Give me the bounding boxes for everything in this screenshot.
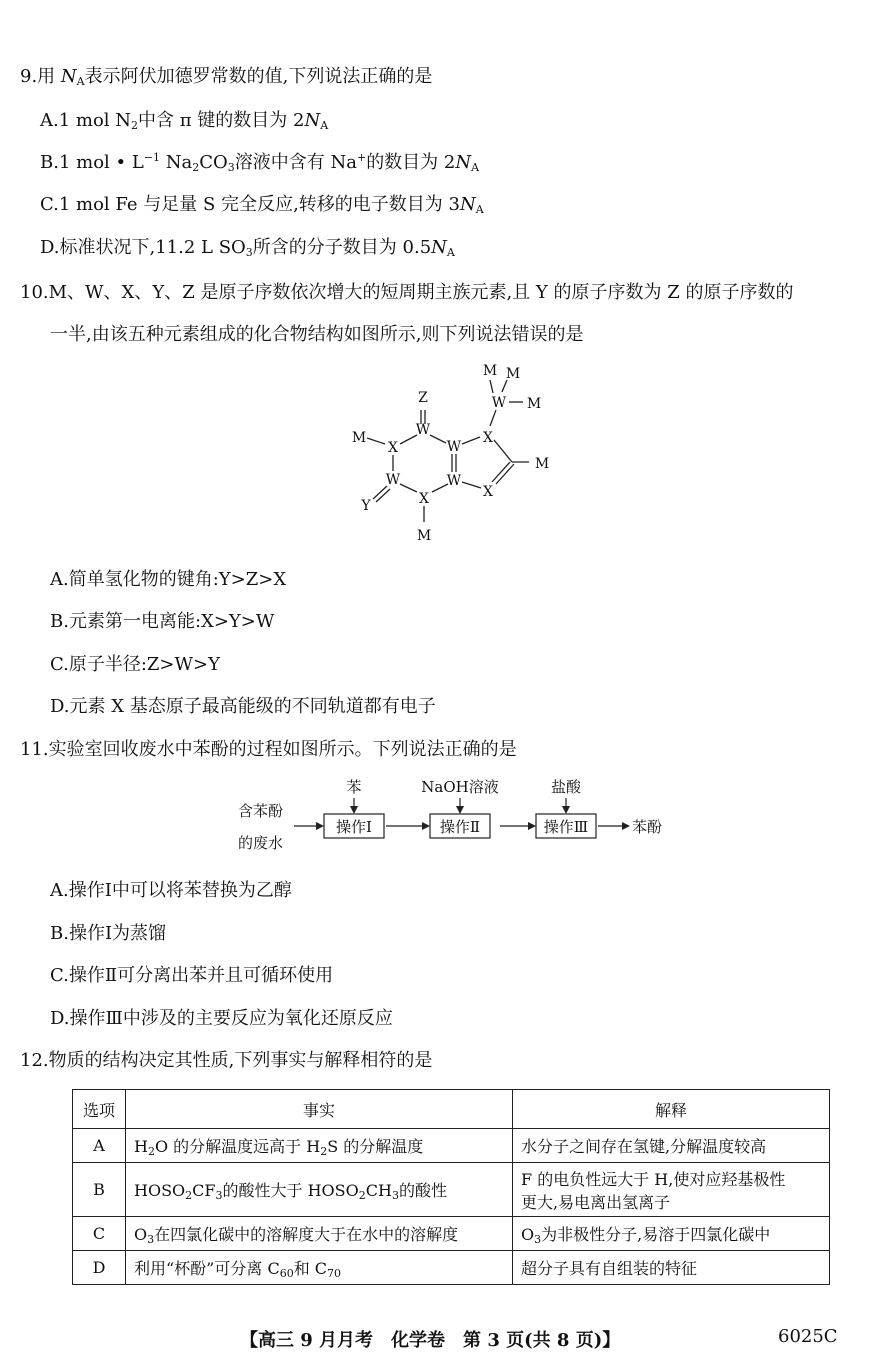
q9-option-b: B.1 mol • $L^{-1}$ $Na_2CO_3$溶液中含有 Na+的数目为 $2N_A$ [40, 151, 480, 174]
flow-reagent-benzene: 苯 [346, 778, 362, 796]
atom-m: M [505, 366, 521, 382]
flow-reagent-hcl: 盐酸 [550, 778, 582, 796]
row-fact: 利用“杯酚”可分离 $C_{60}$和 $C_{70}$ [126, 1251, 513, 1285]
q10-stem-line2: 一半,由该五种元素组成的化合物结构如图所示,则下列说法错误的是 [50, 324, 584, 345]
q11-option-c: C.操作Ⅱ可分离出苯并且可循环使用 [50, 965, 334, 986]
q10-option-c: C.原子半径:Z>W>Y [50, 654, 220, 675]
atom-m: M [526, 396, 542, 412]
row-option: A [73, 1129, 126, 1163]
atom-w: W [491, 395, 507, 411]
atom-m: M [351, 430, 367, 446]
row-option: B [73, 1163, 126, 1217]
q9-option-a: A.1 mol $N_2$中含 π 键的数目为 $2N_A$ [40, 110, 329, 132]
q12-table [72, 1089, 830, 1285]
table-header-row [73, 1090, 830, 1129]
q10-stem-line1: 10.M、W、X、Y、Z 是原子序数依次增大的短周期主族元素,且 Y 的原子序数为 Z 的原子序数的 [20, 282, 794, 303]
atom-x: X [388, 440, 398, 456]
row-option: C [73, 1217, 126, 1251]
q11-option-d: D.操作Ⅲ中涉及的主要反应为氧化还原反应 [50, 1008, 393, 1029]
atom-z: Z [418, 390, 428, 406]
atom-x: X [419, 491, 429, 507]
page-footer: 【高三 9 月月考 化学卷 第 3 页(共 8 页)】 [240, 1330, 621, 1351]
row-explanation: 超分子具有自组装的特征 [513, 1251, 830, 1285]
q10-option-a: A.简单氢化物的键角:Y>Z>X [50, 569, 287, 590]
atom-w: W [415, 422, 431, 438]
atom-m: M [416, 528, 432, 544]
q9-stem: 9.用 $N_A$表示阿伏加德罗常数的值,下列说法正确的是 [20, 66, 433, 88]
q11-stem: 11.实验室回收废水中苯酚的过程如图所示。下列说法正确的是 [20, 739, 517, 760]
atom-w: W [446, 473, 462, 489]
q12-stem: 12.物质的结构决定其性质,下列事实与解释相符的是 [20, 1050, 433, 1071]
q11-option-b: B.操作Ⅰ为蒸馏 [50, 923, 167, 944]
flow-op1: 操作Ⅰ [336, 818, 372, 836]
row-option: D [73, 1251, 126, 1285]
row-fact: $H_2O$ 的分解温度远高于 $H_2S$ 的分解温度 [126, 1129, 513, 1163]
row-explanation: F 的电负性远大于 H,使对应羟基极性 更大,易电离出氢离子 [513, 1163, 830, 1217]
q9-option-d: D.标准状况下,11.2 L $SO_3$所含的分子数目为 $0.5N_A$ [40, 237, 455, 259]
q10-structure-diagram [340, 358, 570, 550]
atom-w: W [446, 439, 462, 455]
atom-y: Y [361, 498, 371, 514]
q11-flow-diagram [230, 772, 680, 856]
col-header-explanation: 解释 [513, 1090, 830, 1129]
q10-option-d: D.元素 X 基态原子最高能级的不同轨道都有电子 [50, 696, 436, 717]
atom-x: X [483, 484, 493, 500]
flow-op3: 操作Ⅲ [543, 818, 589, 836]
row-explanation: $O_3$为非极性分子,易溶于四氯化碳中 [513, 1217, 830, 1251]
atom-m: M [534, 456, 550, 472]
atom-w: W [385, 472, 401, 488]
q10-option-b: B.元素第一电离能:X>Y>W [50, 611, 275, 632]
col-header-fact: 事实 [126, 1090, 513, 1129]
table-row [73, 1251, 830, 1285]
flow-end: 苯酚 [632, 818, 663, 836]
flow-op2: 操作Ⅱ [439, 818, 481, 836]
table-row [73, 1217, 830, 1251]
table-row [73, 1129, 830, 1163]
row-fact: $HOSO_2CF_3$的酸性大于 $HOSO_2CH_3$的酸性 [126, 1163, 513, 1217]
paper-code: 6025C [778, 1326, 838, 1347]
q11-option-a: A.操作Ⅰ中可以将苯替换为乙醇 [50, 880, 292, 901]
atom-m: M [482, 363, 498, 379]
q9-option-c: C.1 mol Fe 与足量 S 完全反应,转移的电子数目为 $3N_A$ [40, 194, 484, 216]
row-fact: $O_3$在四氯化碳中的溶解度大于在水中的溶解度 [126, 1217, 513, 1251]
flow-start-line2: 的废水 [238, 834, 284, 852]
row-explanation: 水分子之间存在氢键,分解温度较高 [513, 1129, 830, 1163]
flow-start-line1: 含苯酚 [238, 802, 284, 820]
flow-reagent-naoh: NaOH溶液 [421, 778, 499, 796]
table-row [73, 1163, 830, 1217]
col-header-option: 选项 [73, 1090, 126, 1129]
atom-x: X [483, 430, 493, 446]
